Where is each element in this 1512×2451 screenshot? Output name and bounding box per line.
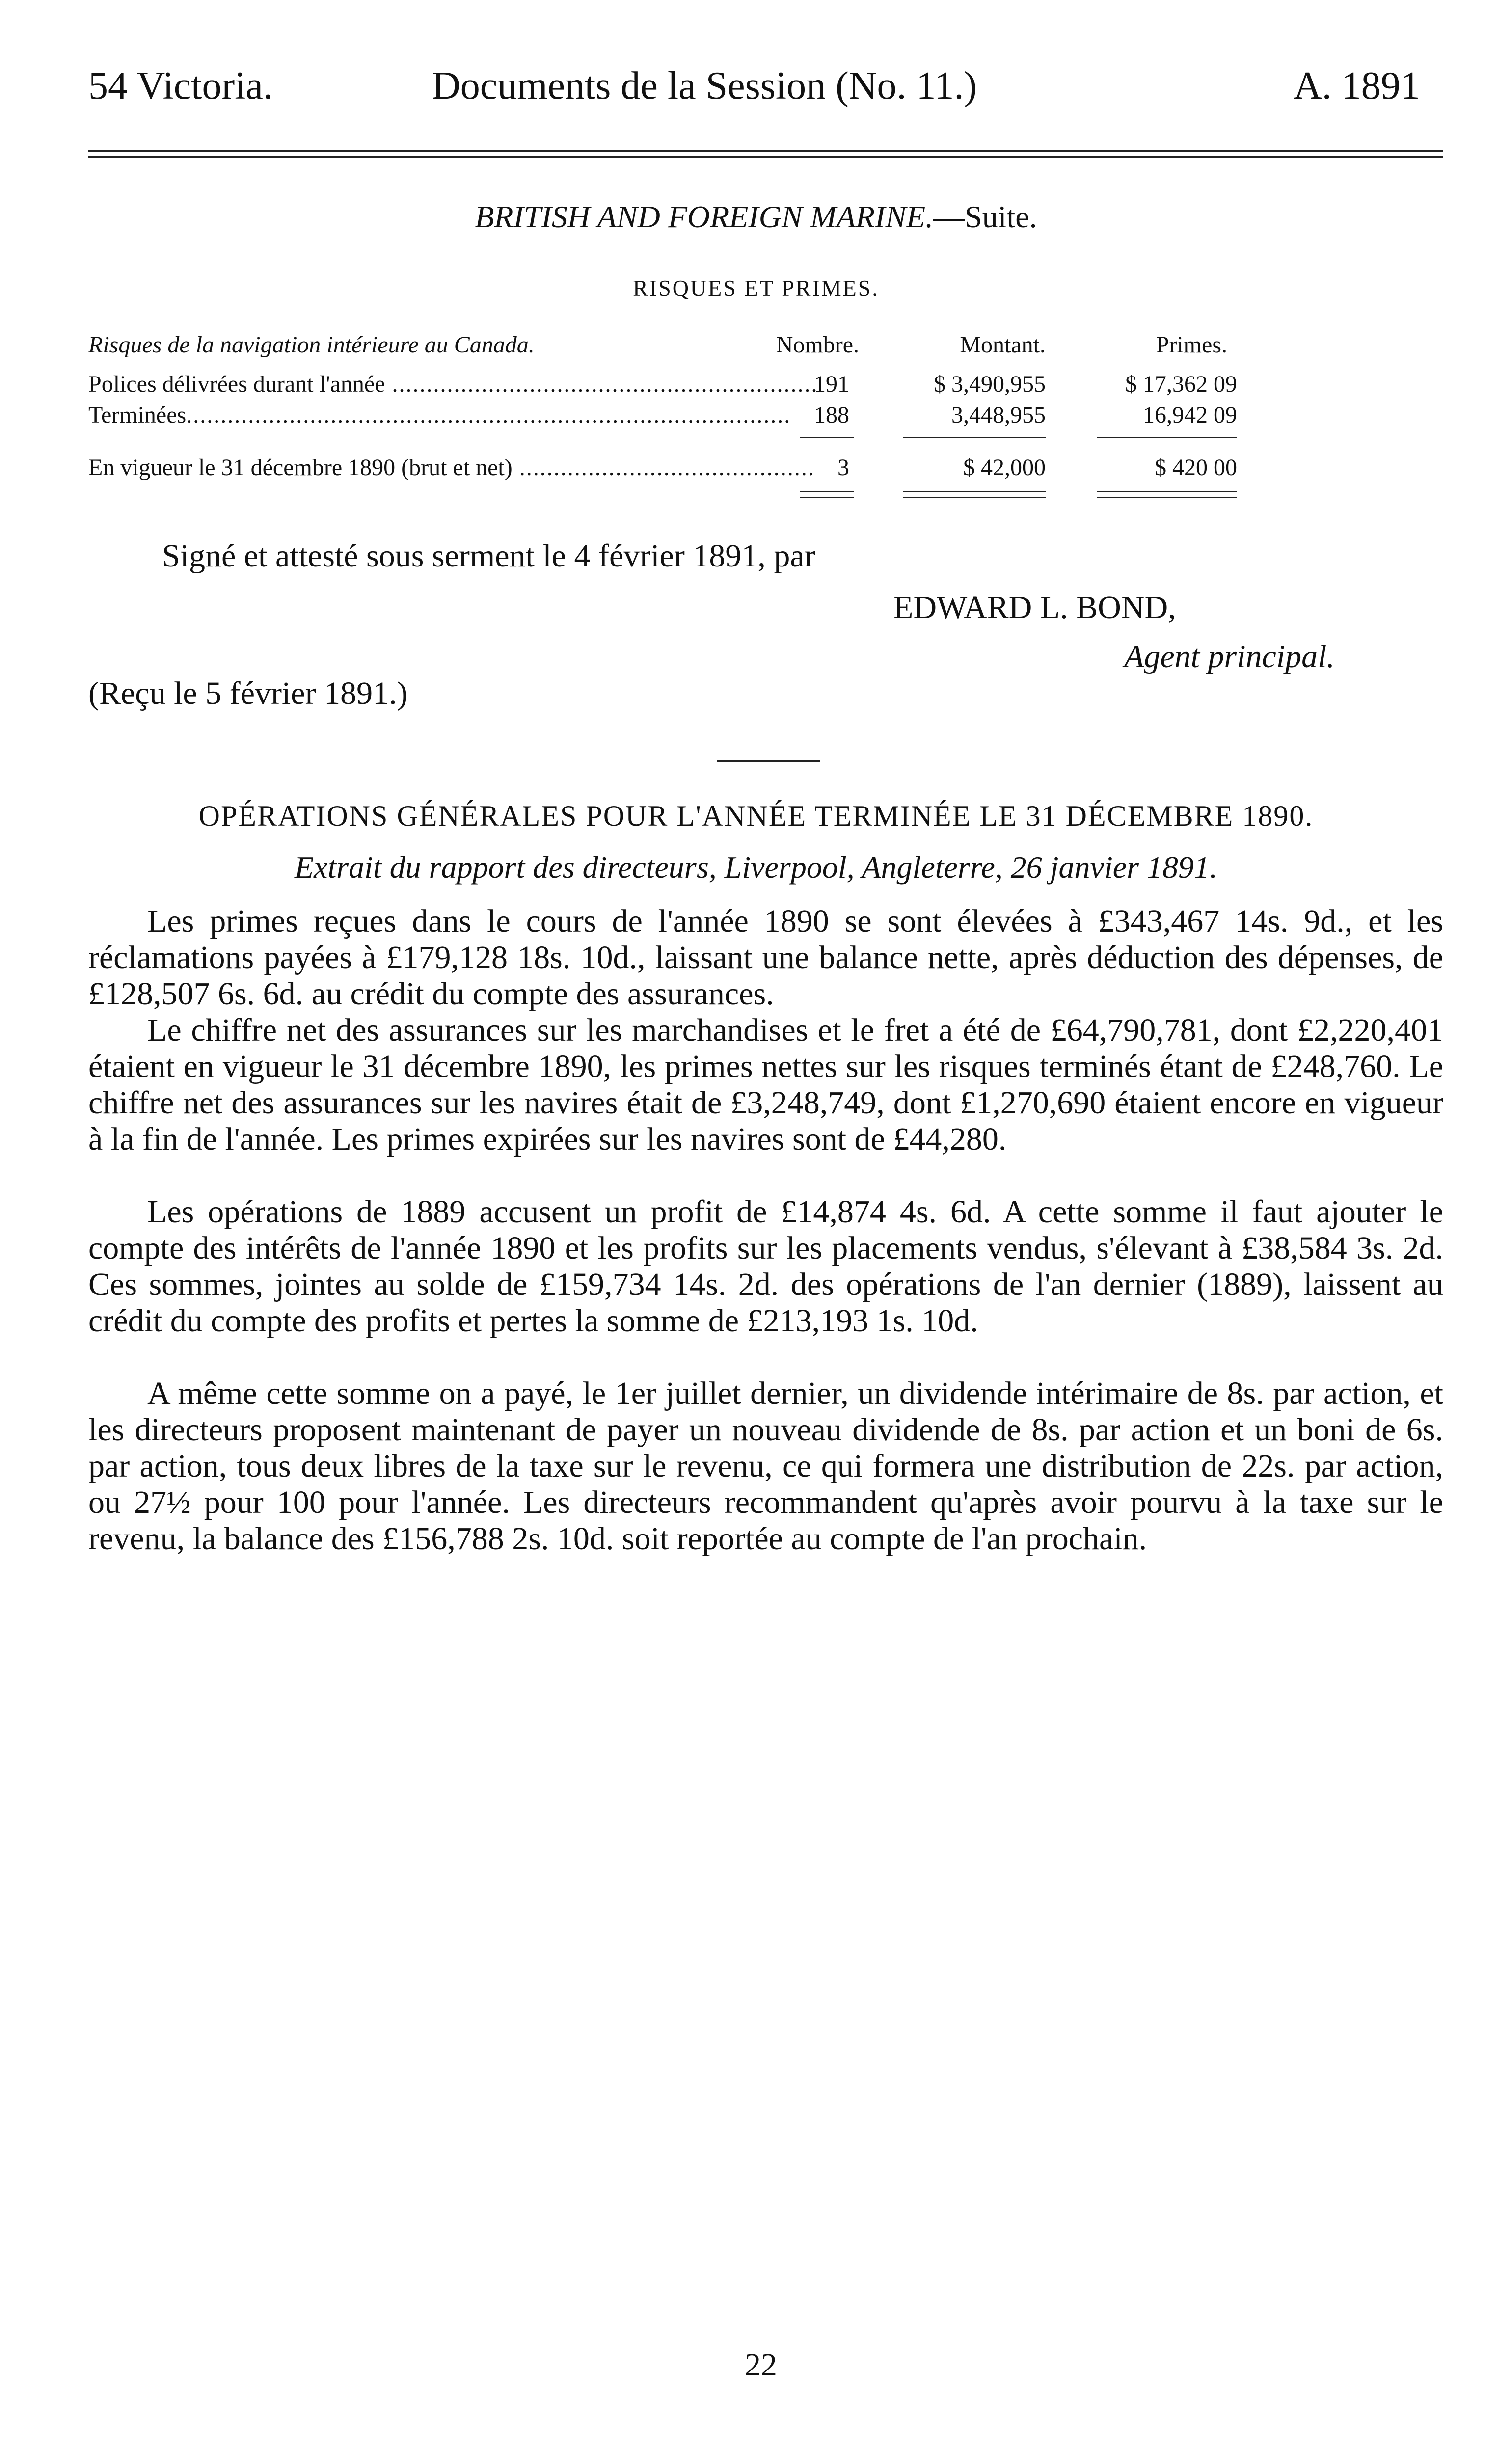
table-row-amount: $ 3,490,955 — [934, 371, 1046, 397]
subtotal-rule — [903, 437, 1046, 438]
total-rule — [800, 497, 854, 498]
total-rule — [800, 491, 854, 492]
header-year: A. 1891 — [1294, 64, 1420, 108]
total-rule — [1097, 497, 1237, 498]
header-rule-bottom — [88, 156, 1443, 158]
attestation-line: Signé et attesté sous serment le 4 février 1891, par — [162, 538, 815, 574]
total-rule — [1097, 491, 1237, 492]
paragraph: A même cette somme on a payé, le 1er juillet dernier, un dividende intérimaire de 8s. par action, et les directeurs proposent maintenant de payer un nouveau dividende de 8s. par action et un boni de 6s. par action, tous deux libres de la taxe sur le revenu, ce qui formera une distribution de 22s. par action, ou 27½ pour 100 pour l'année. Les directeurs recommandent qu'après avoir pourvu à la taxe sur le revenu, la balance des £156,788 2s. 10d. soit reportée au compte de l'an prochain. — [88, 1375, 1443, 1557]
section-title — [0, 199, 1512, 235]
extract-line: Extrait du rapport des directeurs, Liverpool, Angleterre, 26 janvier 1891. — [294, 850, 1218, 885]
subtotal-rule — [1097, 437, 1237, 438]
table-row-label: Terminées........................................................................................ — [88, 402, 791, 428]
table-total-number: 3 — [837, 455, 849, 481]
section-separator — [717, 760, 820, 762]
header-session: Documents de la Session (No. 11.) — [432, 64, 977, 108]
col-header-amount: Montant. — [960, 332, 1046, 358]
received-date: (Reçu le 5 février 1891.) — [88, 675, 408, 711]
signer-title: Agent principal. — [1124, 639, 1335, 674]
section-title-suffix: —Suite. — [933, 199, 1037, 234]
table-heading: Risques de la navigation intérieure au Canada. — [88, 332, 535, 358]
paragraph: Les opérations de 1889 accusent un profit de £14,874 4s. 6d. A cette somme il faut ajouter le compte des intérêts de l'année 1890 et les profits sur les placements vendus, s'élevant à £38,584 3s. 2d. Ces sommes, jointes au solde de £159,734 14s. 2d. des opérations de l'an dernier (1889), laissent au crédit du compte des profits et pertes la somme de £213,193 1s. 10d. — [88, 1194, 1443, 1339]
header-volume: 54 Victoria. — [88, 64, 273, 108]
table-row-number: 188 — [814, 402, 849, 428]
table-row-number: 191 — [814, 371, 849, 397]
total-rule — [903, 497, 1046, 498]
section-title-italic: BRITISH AND FOREIGN MARINE. — [475, 199, 934, 234]
col-header-premium: Primes. — [1156, 332, 1227, 358]
table-row-label: Polices délivrées durant l'année .............................................................. — [88, 371, 818, 397]
table-row-amount: 3,448,955 — [951, 402, 1046, 428]
signer-name: EDWARD L. BOND, — [893, 590, 1176, 625]
total-rule — [903, 491, 1046, 492]
table-total-premium: $ 420 00 — [1155, 455, 1237, 481]
header-rule-top — [88, 150, 1443, 152]
col-header-number: Nombre. — [776, 332, 859, 358]
table-row-premium: 16,942 09 — [1143, 402, 1237, 428]
paragraph: Le chiffre net des assurances sur les marchandises et le fret a été de £64,790,781, dont £2,220,401 étaient en vigueur le 31 décembre 1890, les primes nettes sur les risques terminés étant de £248,760. Le chiffre net des assurances sur les navires était de £3,248,749, dont £1,270,690 étaient encore en vigueur à la fin de l'année. Les primes expirées sur les navires sont de £44,280. — [88, 1012, 1443, 1157]
table-total-amount: $ 42,000 — [963, 455, 1046, 481]
subtotal-rule — [800, 437, 854, 438]
paragraph: Les primes reçues dans le cours de l'année 1890 se sont élevées à £343,467 14s. 9d., et les réclamations payées à £179,128 18s. 10d., laissant une balance nette, après déduction des dépenses, de £128,507 6s. 6d. au crédit du compte des assurances. — [88, 903, 1443, 1012]
table-row-premium: $ 17,362 09 — [1125, 371, 1237, 397]
operations-title: OPÉRATIONS GÉNÉRALES POUR L'ANNÉE TERMINÉE LE 31 DÉCEMBRE 1890. — [198, 800, 1314, 832]
section-subtitle: RISQUES ET PRIMES. — [633, 275, 879, 300]
table-total-label: En vigueur le 31 décembre 1890 (brut et net) ........................................... — [88, 455, 815, 481]
page-number: 22 — [745, 2347, 777, 2383]
